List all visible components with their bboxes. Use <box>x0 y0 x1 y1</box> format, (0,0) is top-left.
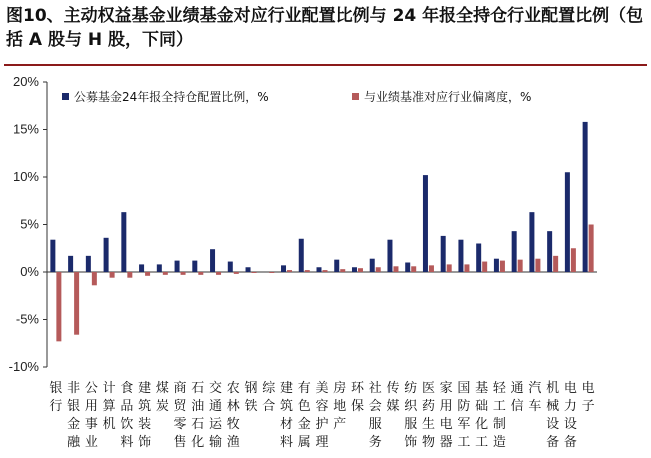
x-category-label-char: 会 <box>368 399 382 414</box>
bar-fund-allocation <box>458 240 463 272</box>
bar-benchmark-deviation <box>163 272 168 275</box>
legend-fund-allocation-label: 公募基金24年报全持仓配置比例，% <box>74 90 269 104</box>
bar-benchmark-deviation <box>447 264 452 272</box>
x-category-label-char: 国 <box>457 381 471 396</box>
x-category-label-char: 器 <box>439 435 453 450</box>
bar-fund-allocation <box>476 244 481 273</box>
bar-fund-allocation <box>547 231 552 272</box>
x-category-label-char: 建 <box>280 381 294 396</box>
x-category-label-char: 媒 <box>386 399 400 414</box>
y-tick-label: 0% <box>20 264 39 279</box>
y-tick-label: -5% <box>15 311 39 327</box>
bar-fund-allocation <box>334 260 339 272</box>
x-category-label-char: 容 <box>315 399 329 414</box>
legend-benchmark-deviation-swatch <box>352 93 359 100</box>
bar-benchmark-deviation <box>393 266 398 272</box>
bar-benchmark-deviation <box>56 272 61 341</box>
x-category-label-char: 属 <box>297 435 311 450</box>
x-category-label-char: 防 <box>457 399 471 414</box>
bar-benchmark-deviation <box>74 272 79 335</box>
bar-benchmark-deviation <box>181 272 186 275</box>
x-category-label-char: 融 <box>67 435 81 450</box>
x-category-label-char: 渔 <box>226 435 240 450</box>
x-category-label-char: 工 <box>457 435 471 450</box>
x-category-label-char: 炭 <box>155 399 169 414</box>
x-category-label-char: 零 <box>173 417 187 432</box>
x-category-label-char: 色 <box>297 399 311 414</box>
x-category-label-char: 算 <box>102 399 116 414</box>
x-category-label-char: 备 <box>546 435 560 450</box>
x-category-label-char: 生 <box>421 417 435 432</box>
x-category-label-char: 农 <box>226 381 240 396</box>
bar-benchmark-deviation <box>198 272 203 275</box>
bar-benchmark-deviation <box>340 269 345 272</box>
bar-benchmark-deviation <box>358 268 363 272</box>
x-category-label-char: 基 <box>475 381 489 396</box>
bar-fund-allocation <box>299 239 304 272</box>
bar-benchmark-deviation <box>234 272 239 274</box>
bar-benchmark-deviation <box>500 261 505 272</box>
bar-benchmark-deviation <box>571 248 576 272</box>
bar-fund-allocation <box>175 261 180 272</box>
x-category-label-char: 保 <box>350 399 364 414</box>
bar-benchmark-deviation <box>323 270 328 272</box>
bar-benchmark-deviation <box>287 270 292 272</box>
x-category-label-char: 轻 <box>492 381 506 396</box>
y-tick-label: 20% <box>12 74 39 89</box>
x-category-label-char: 地 <box>333 399 347 414</box>
bar-fund-allocation <box>370 259 375 272</box>
x-category-label-char: 设 <box>546 417 560 432</box>
x-category-label-char: 材 <box>280 417 294 432</box>
x-category-label-char: 金 <box>67 417 81 432</box>
bar-benchmark-deviation <box>464 264 469 272</box>
x-category-label-char: 交 <box>209 381 223 396</box>
x-category-label-char: 林 <box>226 399 240 414</box>
x-category-label-char: 饰 <box>404 435 418 450</box>
bar-benchmark-deviation <box>145 272 150 276</box>
x-category-label-char: 牧 <box>226 417 240 432</box>
legend-benchmark-deviation-label: 与业绩基准对应行业偏离度，% <box>364 90 532 104</box>
x-category-label-char: 化 <box>475 417 489 432</box>
x-category-label-char: 运 <box>209 417 223 432</box>
bar-benchmark-deviation <box>553 256 558 272</box>
x-category-label-char: 行 <box>49 399 63 414</box>
bar-fund-allocation <box>157 264 162 272</box>
x-category-label-char: 造 <box>492 435 506 450</box>
x-category-label-char: 石 <box>191 381 205 396</box>
x-category-label-char: 服 <box>368 417 382 432</box>
bar-fund-allocation <box>228 262 233 272</box>
x-category-label-char: 房 <box>333 381 347 396</box>
x-category-label-char: 家 <box>439 381 453 396</box>
x-category-label-char: 装 <box>138 417 152 432</box>
bar-fund-allocation <box>281 265 286 272</box>
x-category-label-char: 纺 <box>404 381 418 396</box>
bar-benchmark-deviation <box>535 259 540 272</box>
x-category-label-char: 综 <box>262 381 276 396</box>
bar-fund-allocation <box>441 236 446 272</box>
x-category-label-char: 筑 <box>280 399 294 414</box>
bar-benchmark-deviation <box>252 272 257 273</box>
x-category-label-char: 料 <box>120 435 134 450</box>
x-category-label-char: 贸 <box>173 399 187 414</box>
x-category-label-char: 工 <box>492 399 506 414</box>
bar-fund-allocation <box>121 212 126 272</box>
x-category-label-char: 品 <box>120 399 134 414</box>
x-category-label-char: 备 <box>563 435 577 450</box>
bar-fund-allocation <box>68 256 73 272</box>
x-category-label-char: 用 <box>439 399 453 414</box>
bar-benchmark-deviation <box>269 272 274 273</box>
x-category-label-char: 钢 <box>244 381 258 396</box>
bar-benchmark-deviation <box>411 266 416 272</box>
x-category-label-char: 美 <box>315 381 329 396</box>
bar-benchmark-deviation <box>92 272 97 285</box>
bar-benchmark-deviation <box>127 272 132 278</box>
bar-benchmark-deviation <box>589 225 594 273</box>
x-category-label-char: 理 <box>315 435 329 450</box>
x-category-label-char: 建 <box>138 381 152 396</box>
bar-benchmark-deviation <box>482 262 487 272</box>
bar-benchmark-deviation <box>518 260 523 272</box>
bar-fund-allocation <box>405 263 410 273</box>
x-category-label-char: 汽 <box>528 381 542 396</box>
legend-fund-allocation-swatch <box>62 93 69 100</box>
bar-fund-allocation <box>565 172 570 272</box>
x-category-label-char: 产 <box>333 417 347 432</box>
x-category-label-char: 商 <box>173 381 187 396</box>
bar-fund-allocation <box>210 249 215 272</box>
x-category-label-char: 合 <box>262 399 276 414</box>
x-category-label-char: 公 <box>84 381 98 396</box>
y-tick-label: 5% <box>20 216 39 232</box>
x-category-label-char: 食 <box>120 381 134 396</box>
y-tick-label: 15% <box>12 121 39 137</box>
x-category-label-char: 金 <box>297 417 311 432</box>
bar-benchmark-deviation <box>376 267 381 272</box>
x-category-label-char: 电 <box>563 381 577 396</box>
x-category-label-char: 饰 <box>138 435 152 450</box>
bar-fund-allocation <box>494 259 499 272</box>
y-tick-label: -10% <box>8 359 39 374</box>
bar-fund-allocation <box>583 122 588 272</box>
x-category-label-char: 护 <box>315 417 329 432</box>
x-category-label-char: 子 <box>581 399 595 414</box>
x-category-label-char: 传 <box>386 381 400 396</box>
bar-fund-allocation <box>387 240 392 272</box>
x-category-label-char: 车 <box>528 399 542 414</box>
bar-fund-allocation <box>512 231 517 272</box>
bar-benchmark-deviation <box>305 270 310 272</box>
x-category-label-char: 通 <box>209 399 223 414</box>
x-category-label-char: 信 <box>510 399 524 414</box>
x-category-label-char: 料 <box>280 435 294 450</box>
x-category-label-char: 饮 <box>120 417 134 432</box>
x-category-label-char: 计 <box>102 381 116 396</box>
x-category-label-char: 医 <box>421 381 435 396</box>
x-category-label-char: 机 <box>546 381 560 396</box>
bar-fund-allocation <box>529 212 534 272</box>
x-category-label-char: 机 <box>102 417 116 432</box>
x-category-label-char: 输 <box>209 435 223 450</box>
x-category-label-char: 电 <box>439 417 453 432</box>
x-category-label-char: 银 <box>49 381 63 396</box>
bar-benchmark-deviation <box>429 265 434 272</box>
x-category-label-char: 石 <box>191 417 205 432</box>
x-category-label-char: 服 <box>404 417 418 432</box>
bar-fund-allocation <box>139 264 144 272</box>
x-category-label-char: 电 <box>581 381 595 396</box>
x-category-label-char: 铁 <box>244 399 258 414</box>
x-category-label-char: 非 <box>67 381 81 396</box>
bar-fund-allocation <box>423 175 428 272</box>
x-category-label-char: 织 <box>404 399 418 414</box>
x-category-label-char: 药 <box>421 399 435 414</box>
x-category-label-char: 务 <box>368 435 382 450</box>
x-category-label-char: 煤 <box>155 381 169 396</box>
x-category-label-char: 事 <box>84 417 98 432</box>
x-category-label-char: 银 <box>67 399 81 414</box>
x-category-label-char: 制 <box>492 417 506 432</box>
x-category-label-char: 通 <box>510 381 524 396</box>
chart-title: 图10、主动权益基金业绩基金对应行业配置比例与 24 年报全持仓行业配置比例（包括 A 股与 H 股，下同） <box>6 6 644 50</box>
bar-fund-allocation <box>50 240 55 272</box>
x-category-label-char: 械 <box>546 399 560 414</box>
bar-benchmark-deviation <box>110 272 115 278</box>
x-category-label-char: 有 <box>297 381 311 396</box>
x-category-label-char: 用 <box>84 399 98 414</box>
bar-fund-allocation <box>352 267 357 272</box>
y-tick-label: 10% <box>12 169 39 184</box>
x-category-label-char: 工 <box>475 435 489 450</box>
x-category-label-char: 业 <box>84 435 98 450</box>
x-category-label-char: 物 <box>421 435 435 450</box>
x-category-label-char: 力 <box>563 399 577 414</box>
bar-fund-allocation <box>317 267 322 272</box>
x-category-label-char: 环 <box>350 381 364 396</box>
x-category-label-char: 化 <box>191 435 205 450</box>
bar-benchmark-deviation <box>216 272 221 275</box>
x-category-label-char: 础 <box>475 399 489 414</box>
x-category-label-char: 社 <box>368 381 382 396</box>
bar-fund-allocation <box>246 267 251 272</box>
x-category-label-char: 筑 <box>138 399 152 414</box>
bar-fund-allocation <box>192 261 197 272</box>
bar-fund-allocation <box>104 238 109 272</box>
x-category-label-char: 售 <box>173 435 187 450</box>
x-category-label-char: 军 <box>457 417 471 432</box>
x-category-label-char: 油 <box>191 399 205 414</box>
bar-fund-allocation <box>86 256 91 272</box>
x-category-label-char: 设 <box>563 417 577 432</box>
